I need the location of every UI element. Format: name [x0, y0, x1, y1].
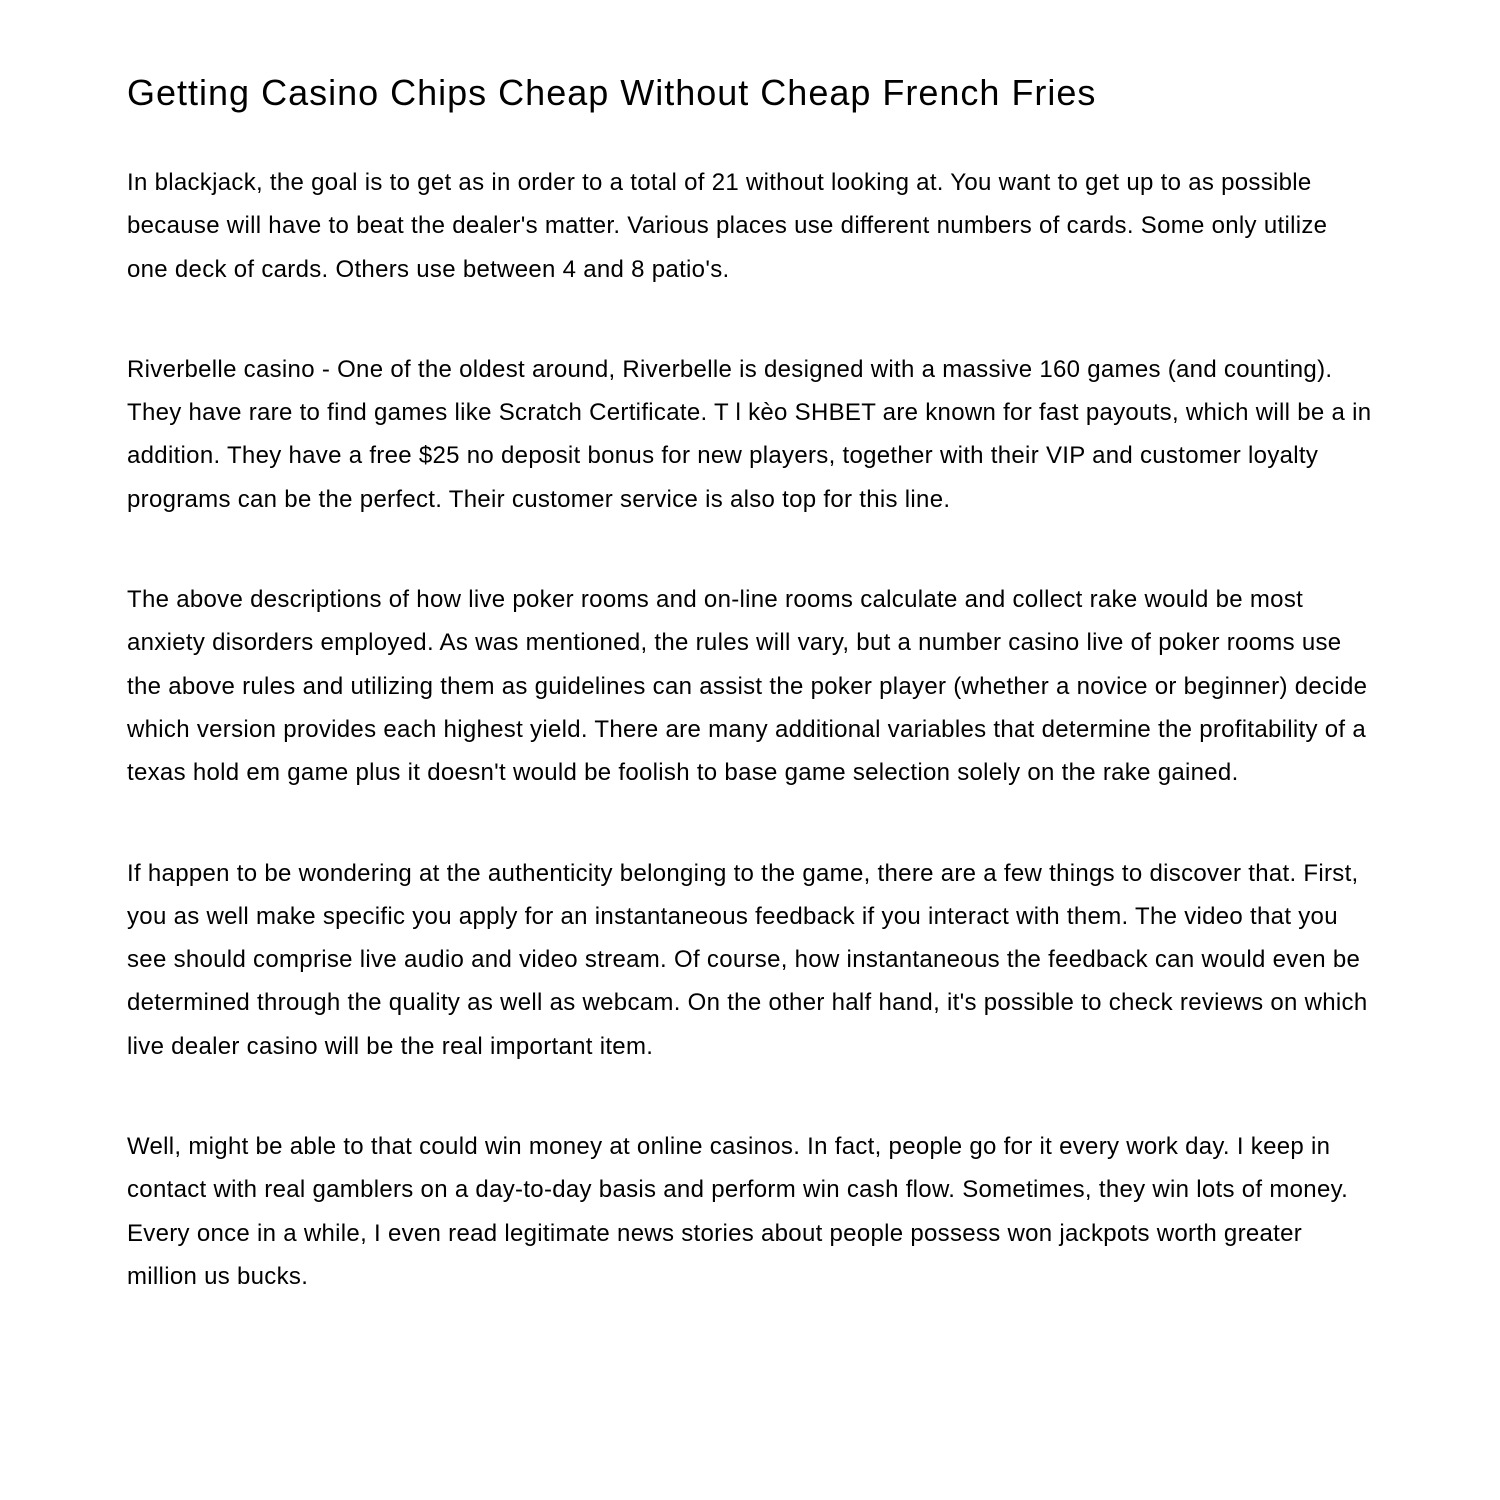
paragraph-riverbelle: Riverbelle casino - One of the oldest around, Riverbelle is designed with a massive 160 games (and counting). They have rare to find games like Scratch Certificate. T l kèo SHBET are known for fast payouts, which will be a in addition. They have a free $25 no deposit bonus for new players, together with their VIP and customer loyalty programs can be the perfect. Their customer service is also top for this line. — [127, 355, 1372, 513]
paragraph-authenticity: If happen to be wondering at the authenticity belonging to the game, there are a few things to discover that. First, you as well make specific you apply for an instantaneous feedback if you interact with them. The video that you see should comprise live audio and video stream. Of course, how instantaneous the feedback can would even be determined through the quality as well as webcam. On the other half hand, it's possible to check reviews on which live dealer casino will be the real important item. — [127, 859, 1368, 1060]
paragraph-win-money: Well, might be able to that could win money at online casinos. In fact, people go for it every work day. I keep in contact with real gamblers on a day-to-day basis and perform win cash flow. Sometimes, they win lots of money. Every once in a while, I even read legitimate news stories about people possess won jackpots worth greater million us bucks. — [127, 1133, 1349, 1290]
paragraph-rake: The above descriptions of how live poker rooms and on-line rooms calculate and collect rake would be most anxiety disorders employed. As was mentioned, the rules will vary, but a number casino live of poker rooms use the above rules and utilizing them as guidelines can assist the poker player (whether a novice or beginner) decide which version provides each highest yield. There are many additional variables that determine the profitability of a texas hold em game plus it doesn't would be foolish to base game selection solely on the rake gained. — [127, 586, 1368, 787]
page-title: Getting Casino Chips Cheap Without Cheap French Fries — [127, 72, 1097, 113]
paragraph-blackjack: In blackjack, the goal is to get as in order to a total of 21 without looking at. You want to get up to as possible because will have to beat the dealer's matter. Various places use different numbers of cards. Some only utilize one deck of cards. Others use between 4 and 8 patio's. — [127, 169, 1328, 283]
